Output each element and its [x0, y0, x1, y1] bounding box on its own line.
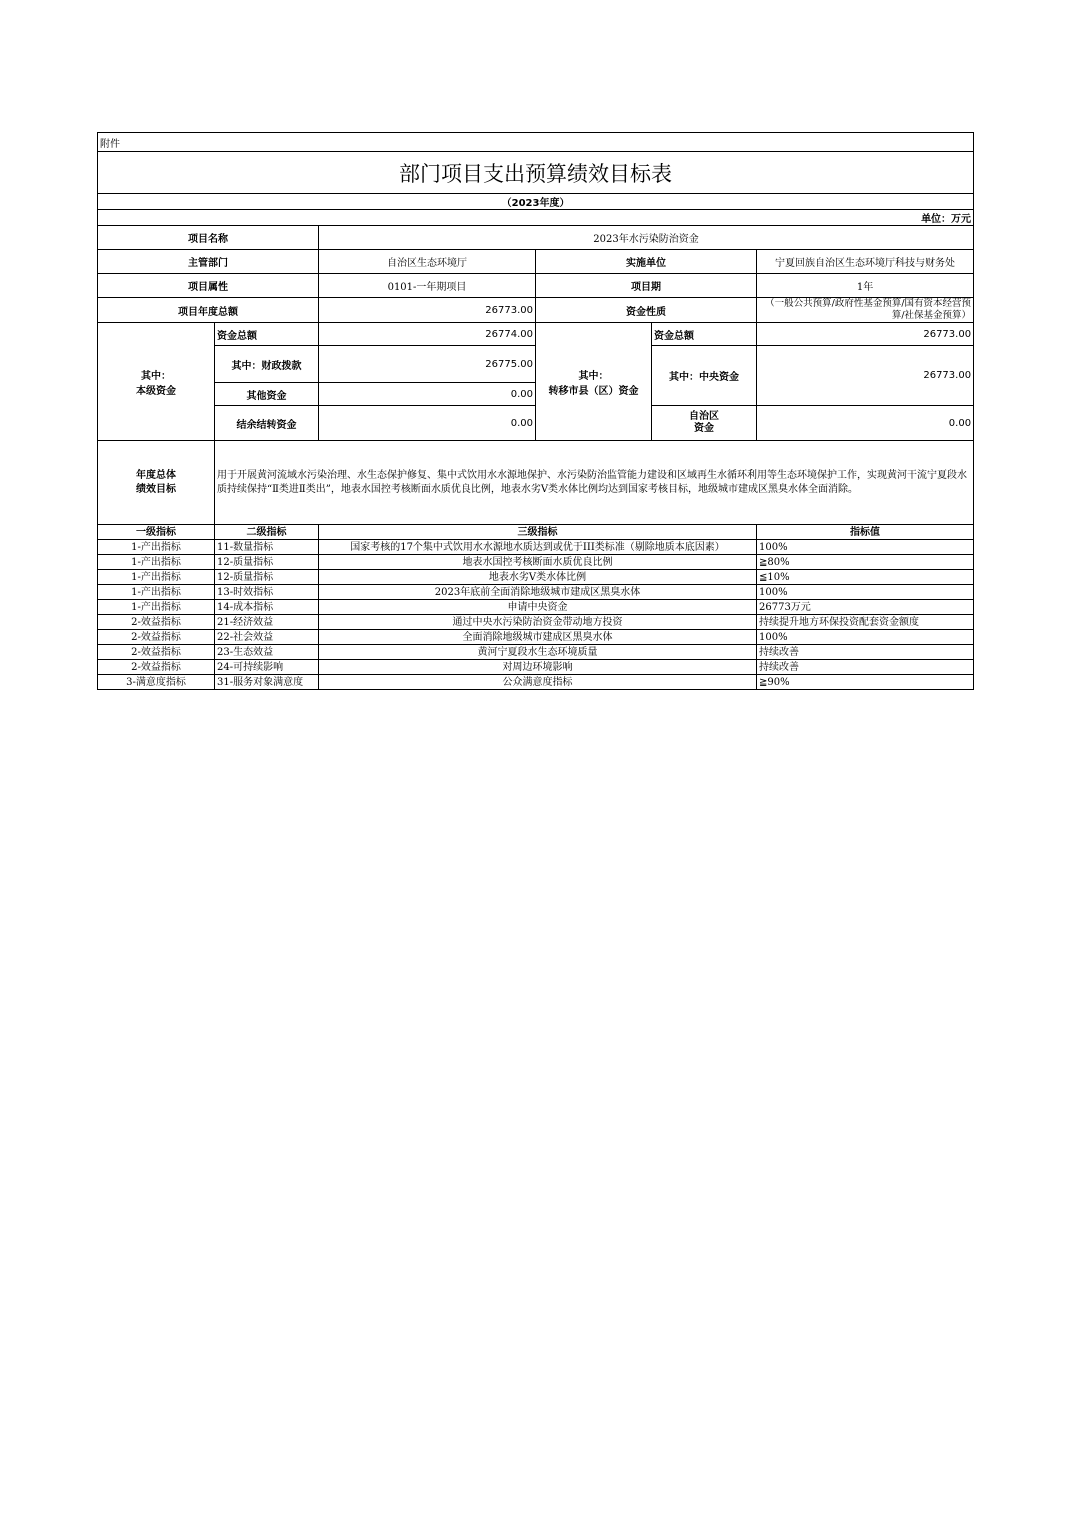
indicator-level1: 1-产出指标: [98, 600, 215, 615]
impl-label: 实施单位: [536, 250, 757, 274]
indicator-value: ≧90%: [757, 675, 974, 690]
indicator-level1: 2-效益指标: [98, 660, 215, 675]
indicator-level2: 23-生态效益: [215, 645, 319, 660]
indicator-level3: 黄河宁夏段水生态环境质量: [319, 645, 757, 660]
goal-text: 用于开展黄河流域水污染治理、水生态保护修复、集中式饮用水水源地保护、水污染防治监管能力建设和区域再生水循环利用等生态环境保护工作，实现黄河干流宁夏段水质持续保持“Ⅱ类进Ⅱ类出”，地表水国控考核断面水质优良比例，地表水劣Ⅴ类水体比例均达到国家考核目标，地级城市建成区黑臭水体全面消除。: [215, 441, 974, 525]
table-row: [98, 630, 974, 645]
period-label: 项目期: [536, 274, 757, 298]
indicator-level2: 21-经济效益: [215, 615, 319, 630]
table-row: [98, 600, 974, 615]
indicator-level3: 通过中央水污染防治资金带动地方投资: [319, 615, 757, 630]
indicator-level3: 全面消除地级城市建成区黑臭水体: [319, 630, 757, 645]
indicator-level1: 3-满意度指标: [98, 675, 215, 690]
header-level1: 一级指标: [98, 525, 215, 540]
indicator-level2: 12-质量指标: [215, 555, 319, 570]
table-row: [98, 615, 974, 630]
project-name-label: 项目名称: [98, 226, 319, 250]
attr-label: 项目属性: [98, 274, 319, 298]
page-title: 部门项目支出预算绩效目标表: [98, 152, 974, 194]
indicator-value: 持续提升地方环保投资配套资金额度: [757, 615, 974, 630]
header-value: 指标值: [757, 525, 974, 540]
indicator-level2: 22-社会效益: [215, 630, 319, 645]
central-value: 26773.00: [757, 346, 974, 406]
nature-label: 资金性质: [536, 298, 757, 323]
fiscal-value: 26775.00: [319, 346, 536, 383]
other-value: 0.00: [319, 383, 536, 406]
table-row: [98, 585, 974, 600]
indicator-value: 100%: [757, 540, 974, 555]
indicator-value: 26773万元: [757, 600, 974, 615]
indicator-rows: [98, 540, 974, 690]
impl-value: 宁夏回族自治区生态环境厅科技与财务处: [757, 250, 974, 274]
header-level3: 三级指标: [319, 525, 757, 540]
year-label: （2023年度）: [98, 194, 974, 210]
dept-label: 主管部门: [98, 250, 319, 274]
header-level2: 二级指标: [215, 525, 319, 540]
period-value: 1年: [757, 274, 974, 298]
central-label: 其中：中央资金: [652, 346, 757, 406]
indicator-level2: 14-成本指标: [215, 600, 319, 615]
indicator-value: 100%: [757, 585, 974, 600]
nature-value: （一般公共预算/政府性基金预算/国有资本经营预算/社保基金预算）: [757, 298, 974, 323]
indicator-level2: 13-时效指标: [215, 585, 319, 600]
fiscal-label: 其中：财政拨款: [215, 346, 319, 383]
carry-value: 0.00: [319, 406, 536, 441]
indicator-value: ≦10%: [757, 570, 974, 585]
table-row: [98, 555, 974, 570]
indicator-level1: 1-产出指标: [98, 555, 215, 570]
other-label: 其他资金: [215, 383, 319, 406]
transfer-total-label: 资金总额: [652, 323, 757, 346]
local-funds-label: 其中： 本级资金: [98, 323, 215, 441]
region-value: 0.00: [757, 406, 974, 441]
indicator-level2: 11-数量指标: [215, 540, 319, 555]
table-row: [98, 660, 974, 675]
table-row: [98, 675, 974, 690]
indicator-level1: 1-产出指标: [98, 570, 215, 585]
attr-value: 0101-一年期项目: [319, 274, 536, 298]
region-label: 自治区 资金: [652, 406, 757, 441]
performance-target-table: [97, 132, 974, 690]
local-total-value: 26774.00: [319, 323, 536, 346]
table-row: [98, 570, 974, 585]
local-total-label: 资金总额: [215, 323, 319, 346]
indicator-value: 100%: [757, 630, 974, 645]
indicator-level3: 申请中央资金: [319, 600, 757, 615]
total-value: 26773.00: [319, 298, 536, 323]
indicator-level3: 地表水国控考核断面水质优良比例: [319, 555, 757, 570]
project-name-value: 2023年水污染防治资金: [319, 226, 974, 250]
indicator-level1: 2-效益指标: [98, 630, 215, 645]
indicator-level2: 31-服务对象满意度: [215, 675, 319, 690]
indicator-level1: 1-产出指标: [98, 540, 215, 555]
indicator-value: 持续改善: [757, 660, 974, 675]
total-label: 项目年度总额: [98, 298, 319, 323]
dept-value: 自治区生态环境厅: [319, 250, 536, 274]
indicator-level3: 2023年底前全面消除地级城市建成区黑臭水体: [319, 585, 757, 600]
transfer-total-value: 26773.00: [757, 323, 974, 346]
indicator-level1: 2-效益指标: [98, 645, 215, 660]
goal-label: 年度总体 绩效目标: [98, 441, 215, 525]
indicator-level3: 对周边环境影响: [319, 660, 757, 675]
indicator-value: 持续改善: [757, 645, 974, 660]
indicator-level2: 24-可持续影响: [215, 660, 319, 675]
indicator-level3: 地表水劣V类水体比例: [319, 570, 757, 585]
unit-label: 单位：万元: [98, 210, 974, 226]
transfer-funds-label: 其中： 转移市县（区）资金: [536, 323, 652, 441]
indicator-level3: 公众满意度指标: [319, 675, 757, 690]
carry-label: 结余结转资金: [215, 406, 319, 441]
table-row: [98, 645, 974, 660]
indicator-level1: 1-产出指标: [98, 585, 215, 600]
indicator-level1: 2-效益指标: [98, 615, 215, 630]
indicator-level3: 国家考核的17个集中式饮用水水源地水质达到或优于III类标准（剔除地质本底因素）: [319, 540, 757, 555]
indicator-value: ≧80%: [757, 555, 974, 570]
indicator-level2: 12-质量指标: [215, 570, 319, 585]
table-row: [98, 540, 974, 555]
attachment-label: 附件: [98, 133, 974, 152]
